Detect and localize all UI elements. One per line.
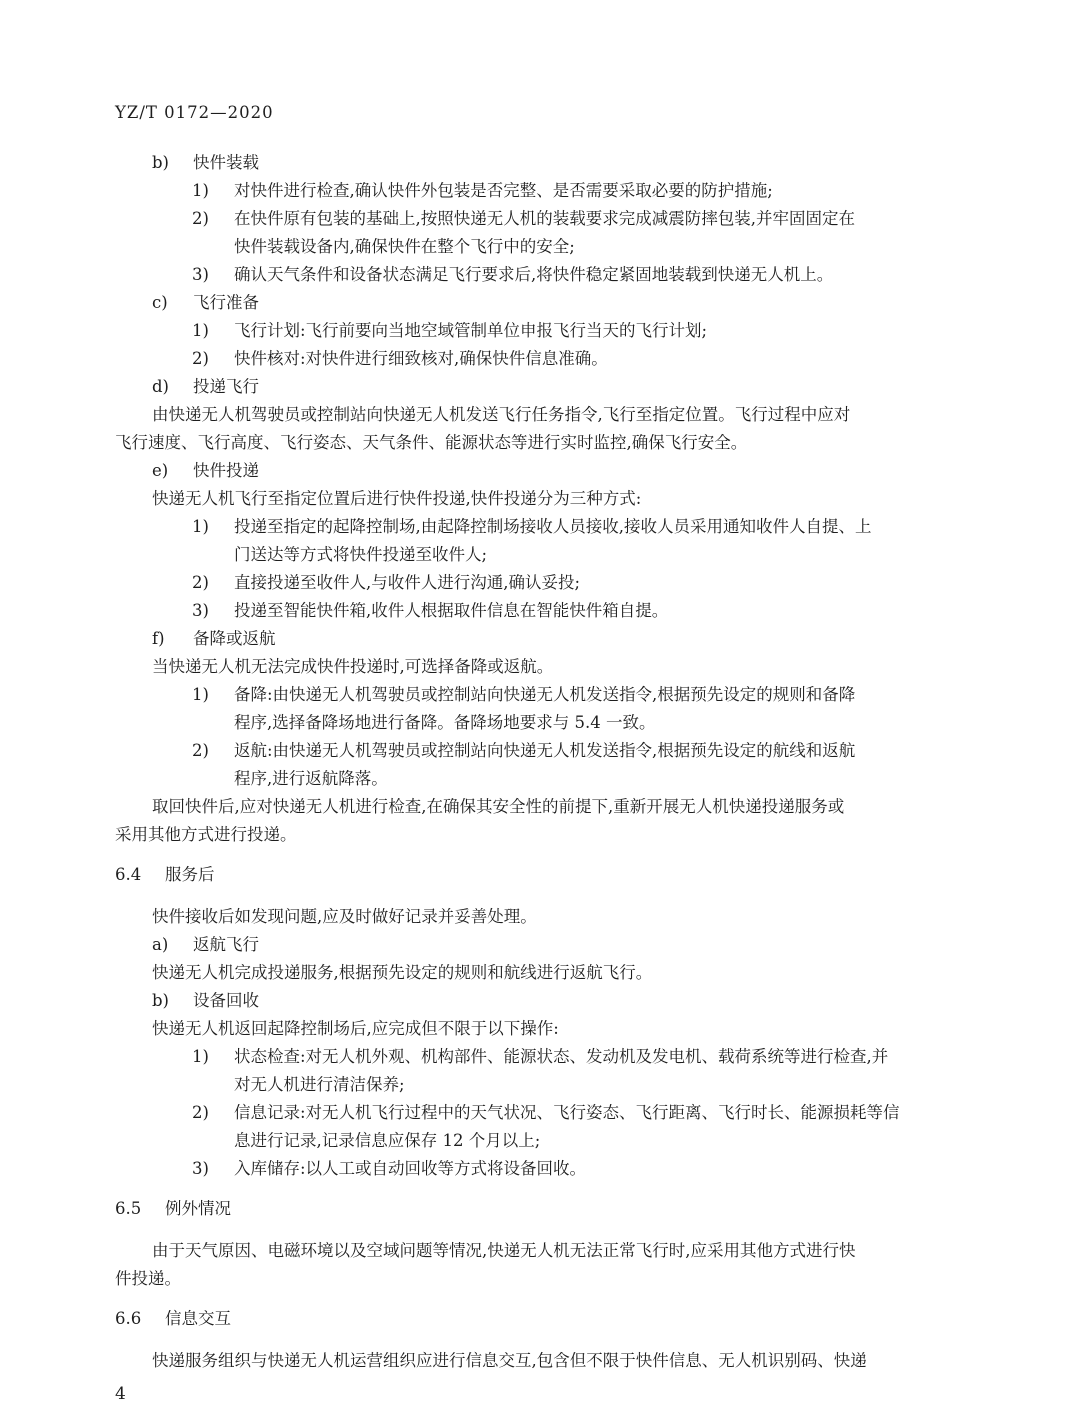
sub-marker: 1) <box>192 517 209 536</box>
sub-marker: 2) <box>192 209 209 228</box>
paragraph-line: 飞行速度、飞行高度、飞行姿态、天气条件、能源状态等进行实时监控,确保飞行安全。 <box>115 433 748 452</box>
sub-text-line: 对无人机进行清洁保养; <box>234 1075 405 1094</box>
sub-text-line: 对快件进行检查,确认快件外包装是否完整、是否需要采取必要的防护措施; <box>234 181 773 200</box>
list-marker: b) <box>152 991 169 1010</box>
section-title: 信息交互 <box>165 1309 231 1328</box>
paragraph-line: 由于天气原因、电磁环境以及空域问题等情况,快递无人机无法正常飞行时,应采用其他方式进行快 <box>152 1241 856 1260</box>
sub-text-line: 投递至智能快件箱,收件人根据取件信息在智能快件箱自提。 <box>234 601 669 620</box>
list-marker: b) <box>152 153 169 172</box>
page-number: 4 <box>115 1384 126 1404</box>
sub-text-line: 程序,进行返航降落。 <box>234 769 388 788</box>
list-marker: f) <box>152 629 165 648</box>
sub-text-line: 返航:由快递无人机驾驶员或控制站向快递无人机发送指令,根据预先设定的航线和返航 <box>234 741 856 760</box>
sub-text-line: 快件装载设备内,确保快件在整个飞行中的安全; <box>234 237 575 256</box>
section-title: 例外情况 <box>165 1199 231 1218</box>
sub-text-line: 投递至指定的起降控制场,由起降控制场接收人员接收,接收人员采用通知收件人自提、上 <box>234 517 872 536</box>
sub-marker: 3) <box>192 265 209 284</box>
section-title: 服务后 <box>165 865 215 884</box>
sub-marker: 3) <box>192 601 209 620</box>
list-marker: a) <box>152 935 169 954</box>
sub-marker: 3) <box>192 1159 209 1178</box>
sub-marker: 2) <box>192 1103 209 1122</box>
sub-text-line: 快件核对:对快件进行细致核对,确保快件信息准确。 <box>234 349 608 368</box>
sub-marker: 1) <box>192 321 209 340</box>
sub-marker: 2) <box>192 573 209 592</box>
section-number: 6.4 <box>115 865 142 884</box>
paragraph-line: 取回快件后,应对快递无人机进行检查,在确保其安全性的前提下,重新开展无人机快递投递服务或 <box>152 797 845 816</box>
sub-text-line: 确认天气条件和设备状态满足飞行要求后,将快件稳定紧固地装载到快递无人机上。 <box>234 265 834 284</box>
list-title: 快件装载 <box>193 153 259 172</box>
sub-marker: 1) <box>192 1047 209 1066</box>
paragraph-line: 采用其他方式进行投递。 <box>115 825 297 844</box>
sub-text-line: 飞行计划:飞行前要向当地空域管制单位申报飞行当天的飞行计划; <box>234 321 708 340</box>
list-title: 快件投递 <box>193 461 259 480</box>
section-number: 6.5 <box>115 1199 142 1218</box>
list-title: 设备回收 <box>193 991 259 1010</box>
list-marker: c) <box>152 293 168 312</box>
paragraph-line: 由快递无人机驾驶员或控制站向快递无人机发送飞行任务指令,飞行至指定位置。飞行过程中应对 <box>152 405 851 424</box>
sub-marker: 1) <box>192 685 209 704</box>
sub-text-line: 备降:由快递无人机驾驶员或控制站向快递无人机发送指令,根据预先设定的规则和备降 <box>234 685 856 704</box>
sub-text-line: 门送达等方式将快件投递至收件人; <box>234 545 488 564</box>
sub-text-line: 直接投递至收件人,与收件人进行沟通,确认妥投; <box>234 573 581 592</box>
standard-header: YZ/T 0172—2020 <box>115 103 274 122</box>
paragraph-f: 当快递无人机无法完成快件投递时,可选择备降或返航。 <box>152 657 554 676</box>
sub-marker: 2) <box>192 741 209 760</box>
paragraph-a: 快递无人机完成投递服务,根据预先设定的规则和航线进行返航飞行。 <box>152 963 653 982</box>
paragraph-e: 快递无人机飞行至指定位置后进行快件投递,快件投递分为三种方式: <box>152 489 642 508</box>
list-title: 备降或返航 <box>193 629 276 648</box>
section-number: 6.6 <box>115 1309 142 1328</box>
list-title: 投递飞行 <box>193 377 259 396</box>
sub-marker: 2) <box>192 349 209 368</box>
list-marker: d) <box>152 377 169 396</box>
list-title: 返航飞行 <box>193 935 259 954</box>
list-title: 飞行准备 <box>193 293 259 312</box>
paragraph-6-4-intro: 快件接收后如发现问题,应及时做好记录并妥善处理。 <box>152 907 537 926</box>
sub-marker: 1) <box>192 181 209 200</box>
sub-text-line: 信息记录:对无人机飞行过程中的天气状况、飞行姿态、飞行距离、飞行时长、能源损耗等信 <box>234 1103 900 1122</box>
paragraph-line: 件投递。 <box>115 1269 181 1288</box>
sub-text-line: 息进行记录,记录信息应保存 12 个月以上; <box>234 1131 541 1150</box>
sub-text-line: 在快件原有包装的基础上,按照快递无人机的装载要求完成减震防摔包装,并牢固固定在 <box>234 209 855 228</box>
sub-text-line: 程序,选择备降场地进行备降。备降场地要求与 5.4 一致。 <box>234 713 656 732</box>
paragraph-6-6: 快递服务组织与快递无人机运营组织应进行信息交互,包含但不限于快件信息、无人机识别码、快递 <box>152 1351 867 1370</box>
list-marker: e) <box>152 461 169 480</box>
sub-text-line: 状态检查:对无人机外观、机构部件、能源状态、发动机及发电机、载荷系统等进行检查,并 <box>234 1047 889 1066</box>
paragraph-b: 快递无人机返回起降控制场后,应完成但不限于以下操作: <box>152 1019 559 1038</box>
sub-text-line: 入库储存:以人工或自动回收等方式将设备回收。 <box>234 1159 587 1178</box>
